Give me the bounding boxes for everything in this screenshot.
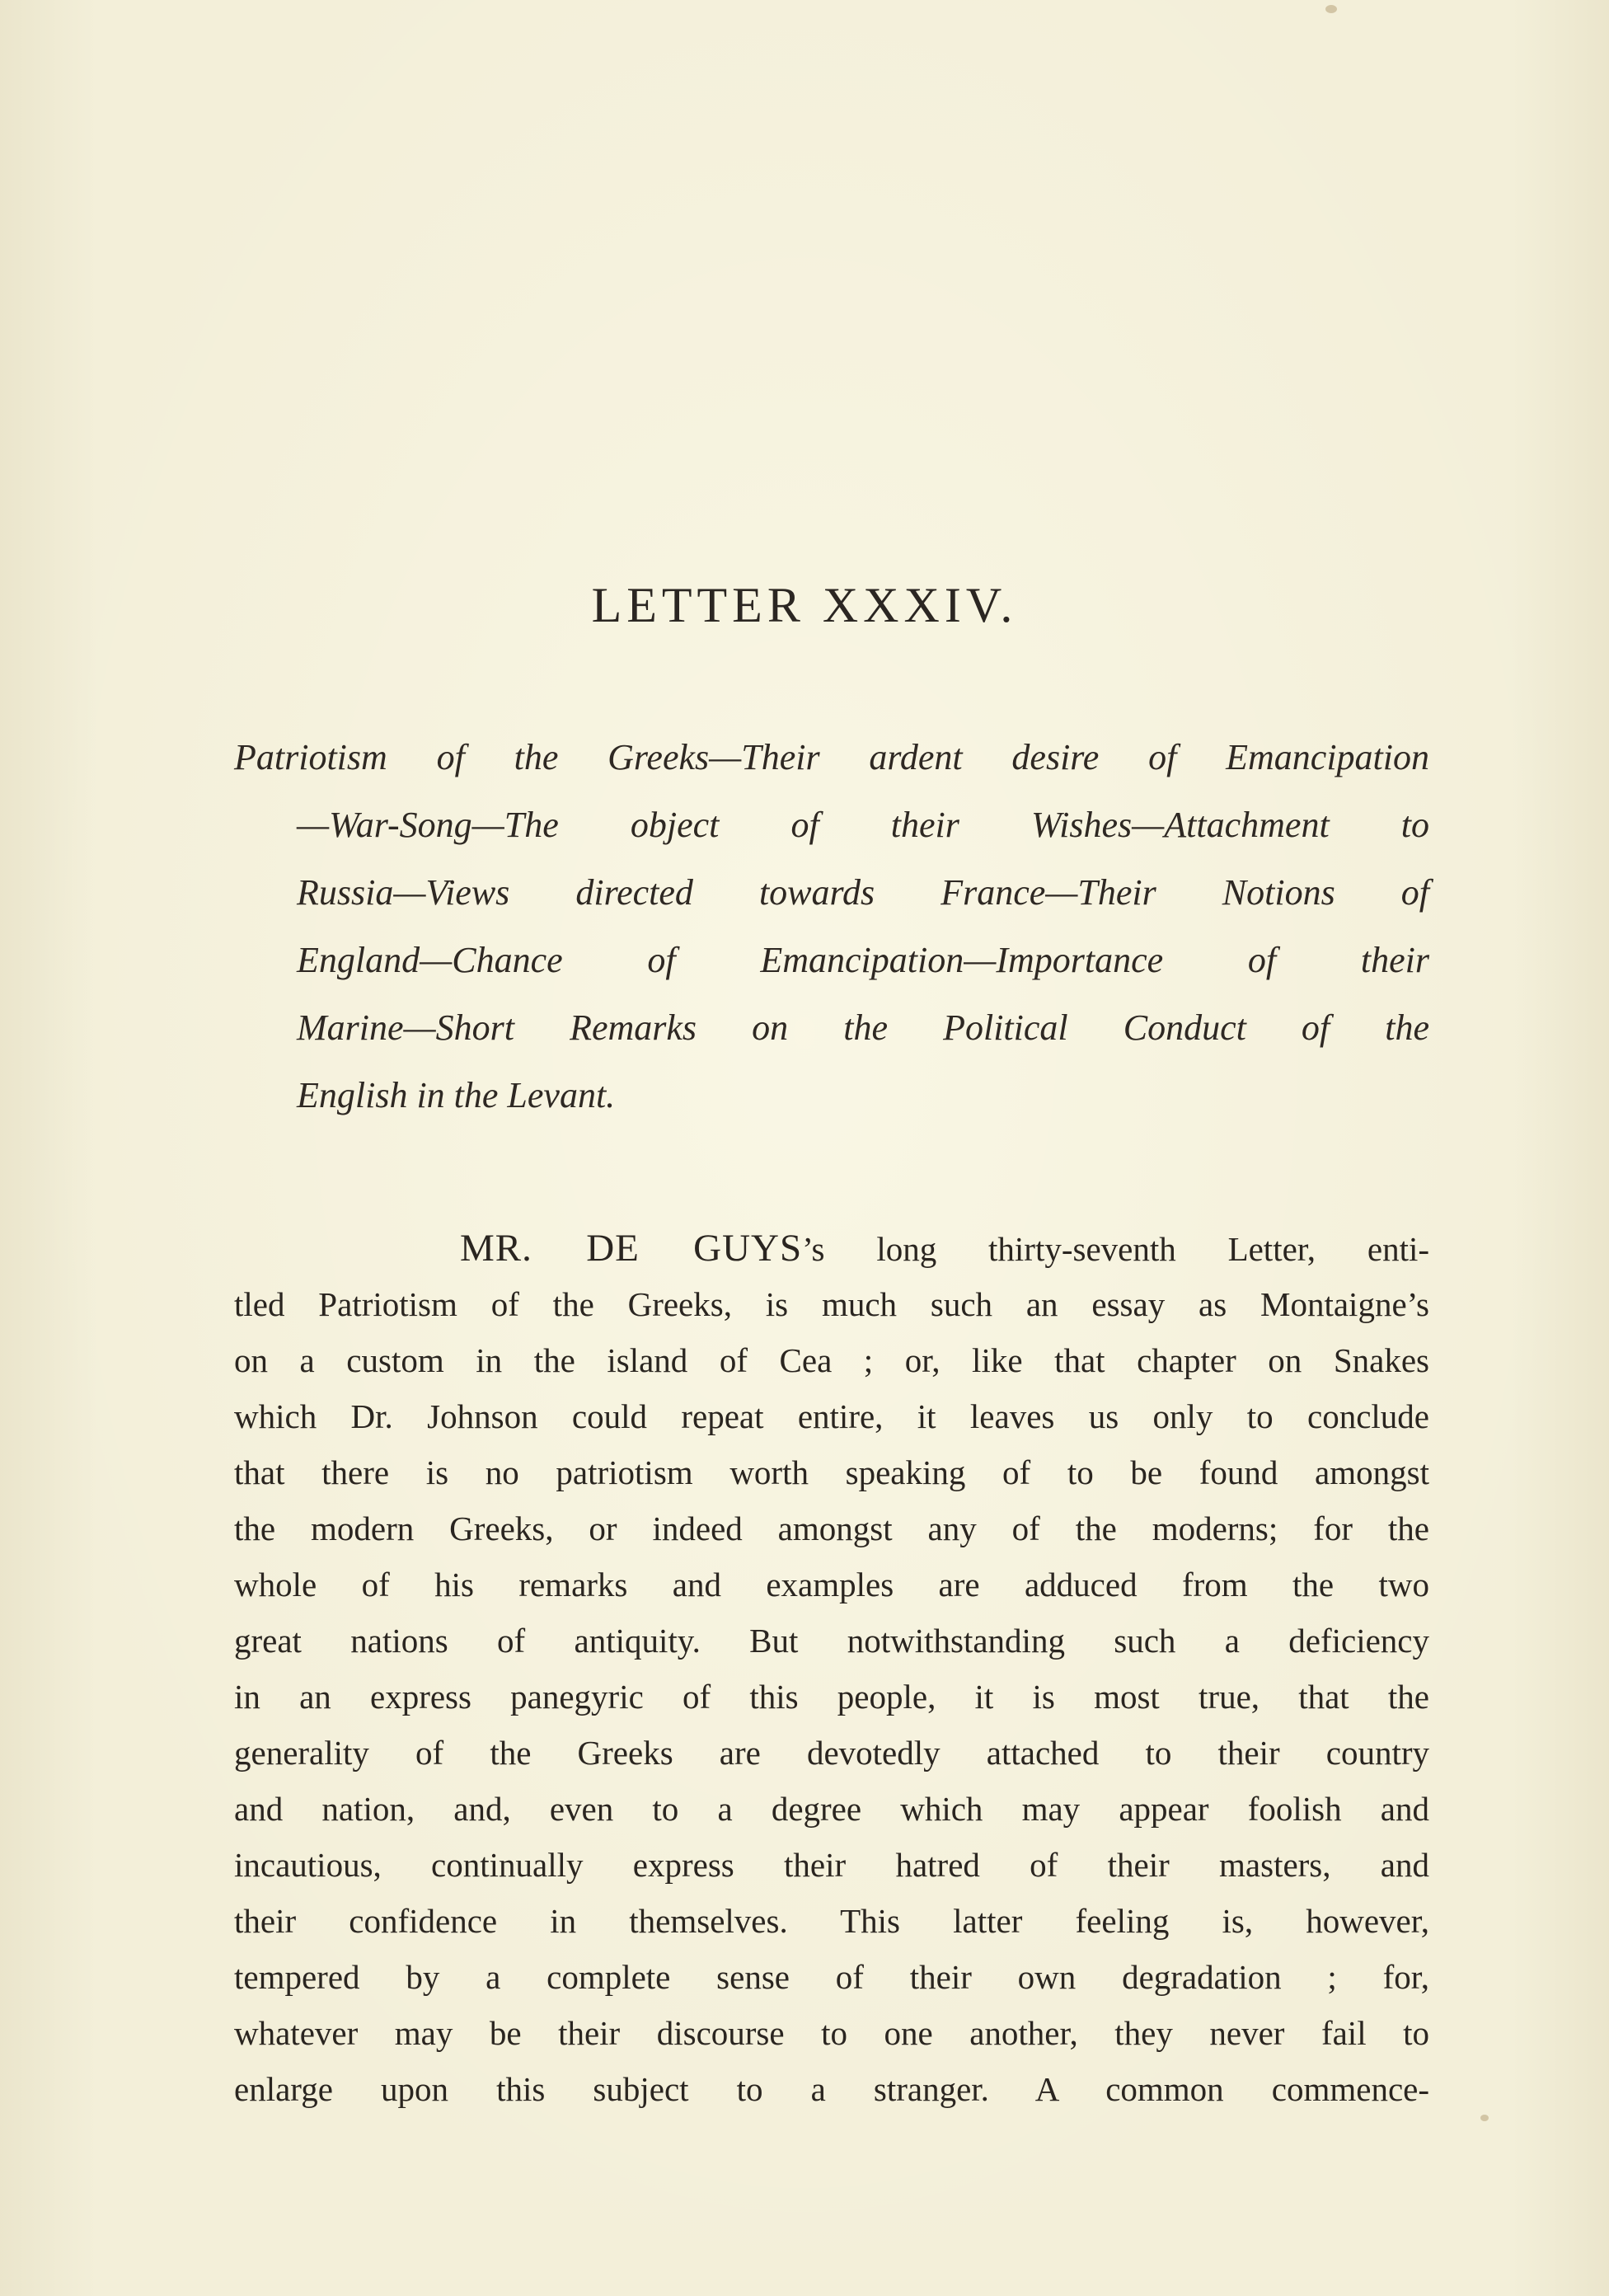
body-paragraph xyxy=(234,1220,1429,2117)
body-line: incautious, continually express their hatred of their masters, and xyxy=(234,1846,1429,1884)
body-line: which Dr. Johnson could repeat entire, it leaves us only to conclude xyxy=(234,1397,1429,1435)
body-line: great nations of antiquity. But notwithstanding such a deficiency xyxy=(234,1622,1429,1660)
body-line: the modern Greeks, or indeed amongst any of the moderns; for the xyxy=(234,1510,1429,1547)
body-line: and nation, and, even to a degree which may appear foolish and xyxy=(234,1790,1429,1828)
letter-heading: LETTER XXXIV. xyxy=(591,578,1018,632)
summary-line: England—Chance of Emancipation—Importance of their xyxy=(297,940,1429,980)
summary-line: —War-Song—The object of their Wishes—Attachment to xyxy=(297,805,1429,845)
body-line: that there is no patriotism worth speaking of to be found amongst xyxy=(234,1453,1429,1491)
body-line: their confidence in themselves. This latter feeling is, however, xyxy=(234,1902,1429,1940)
summary-line: Russia—Views directed towards France—Their Notions of xyxy=(297,872,1429,913)
body-line: enlarge upon this subject to a stranger. A common commence- xyxy=(234,2070,1429,2108)
body-line: on a custom in the island of Cea ; or, like that chapter on Snakes xyxy=(234,1341,1429,1379)
opening-words: MR. DE GUYS xyxy=(460,1227,803,1270)
body-line: tempered by a complete sense of their own degradation ; for, xyxy=(234,1958,1429,1996)
body-line: tled Patriotism of the Greeks, is much such an essay as Montaigne’s xyxy=(234,1285,1429,1323)
body-line: whole of his remarks and examples are adduced from the two xyxy=(234,1566,1429,1603)
body-line: whatever may be their discourse to one another, they never fail to xyxy=(234,2014,1429,2052)
body-line-rest: ’s long thirty-seventh Letter, enti- xyxy=(802,1230,1430,1268)
foxing-spot xyxy=(1480,2115,1489,2121)
foxing-spot xyxy=(1325,5,1337,13)
body-line: in an express panegyric of this people, it is most true, that the xyxy=(234,1678,1429,1716)
summary-line: Marine—Short Remarks on the Political Conduct of the xyxy=(297,1007,1429,1048)
summary-line: Patriotism of the Greeks—Their ardent desire of Emancipation xyxy=(234,737,1429,777)
chapter-summary xyxy=(234,724,1429,1129)
summary-line: English in the Levant. xyxy=(297,1075,616,1115)
body-line xyxy=(234,1220,1429,1276)
body-line: generality of the Greeks are devotedly attached to their country xyxy=(234,1734,1429,1772)
